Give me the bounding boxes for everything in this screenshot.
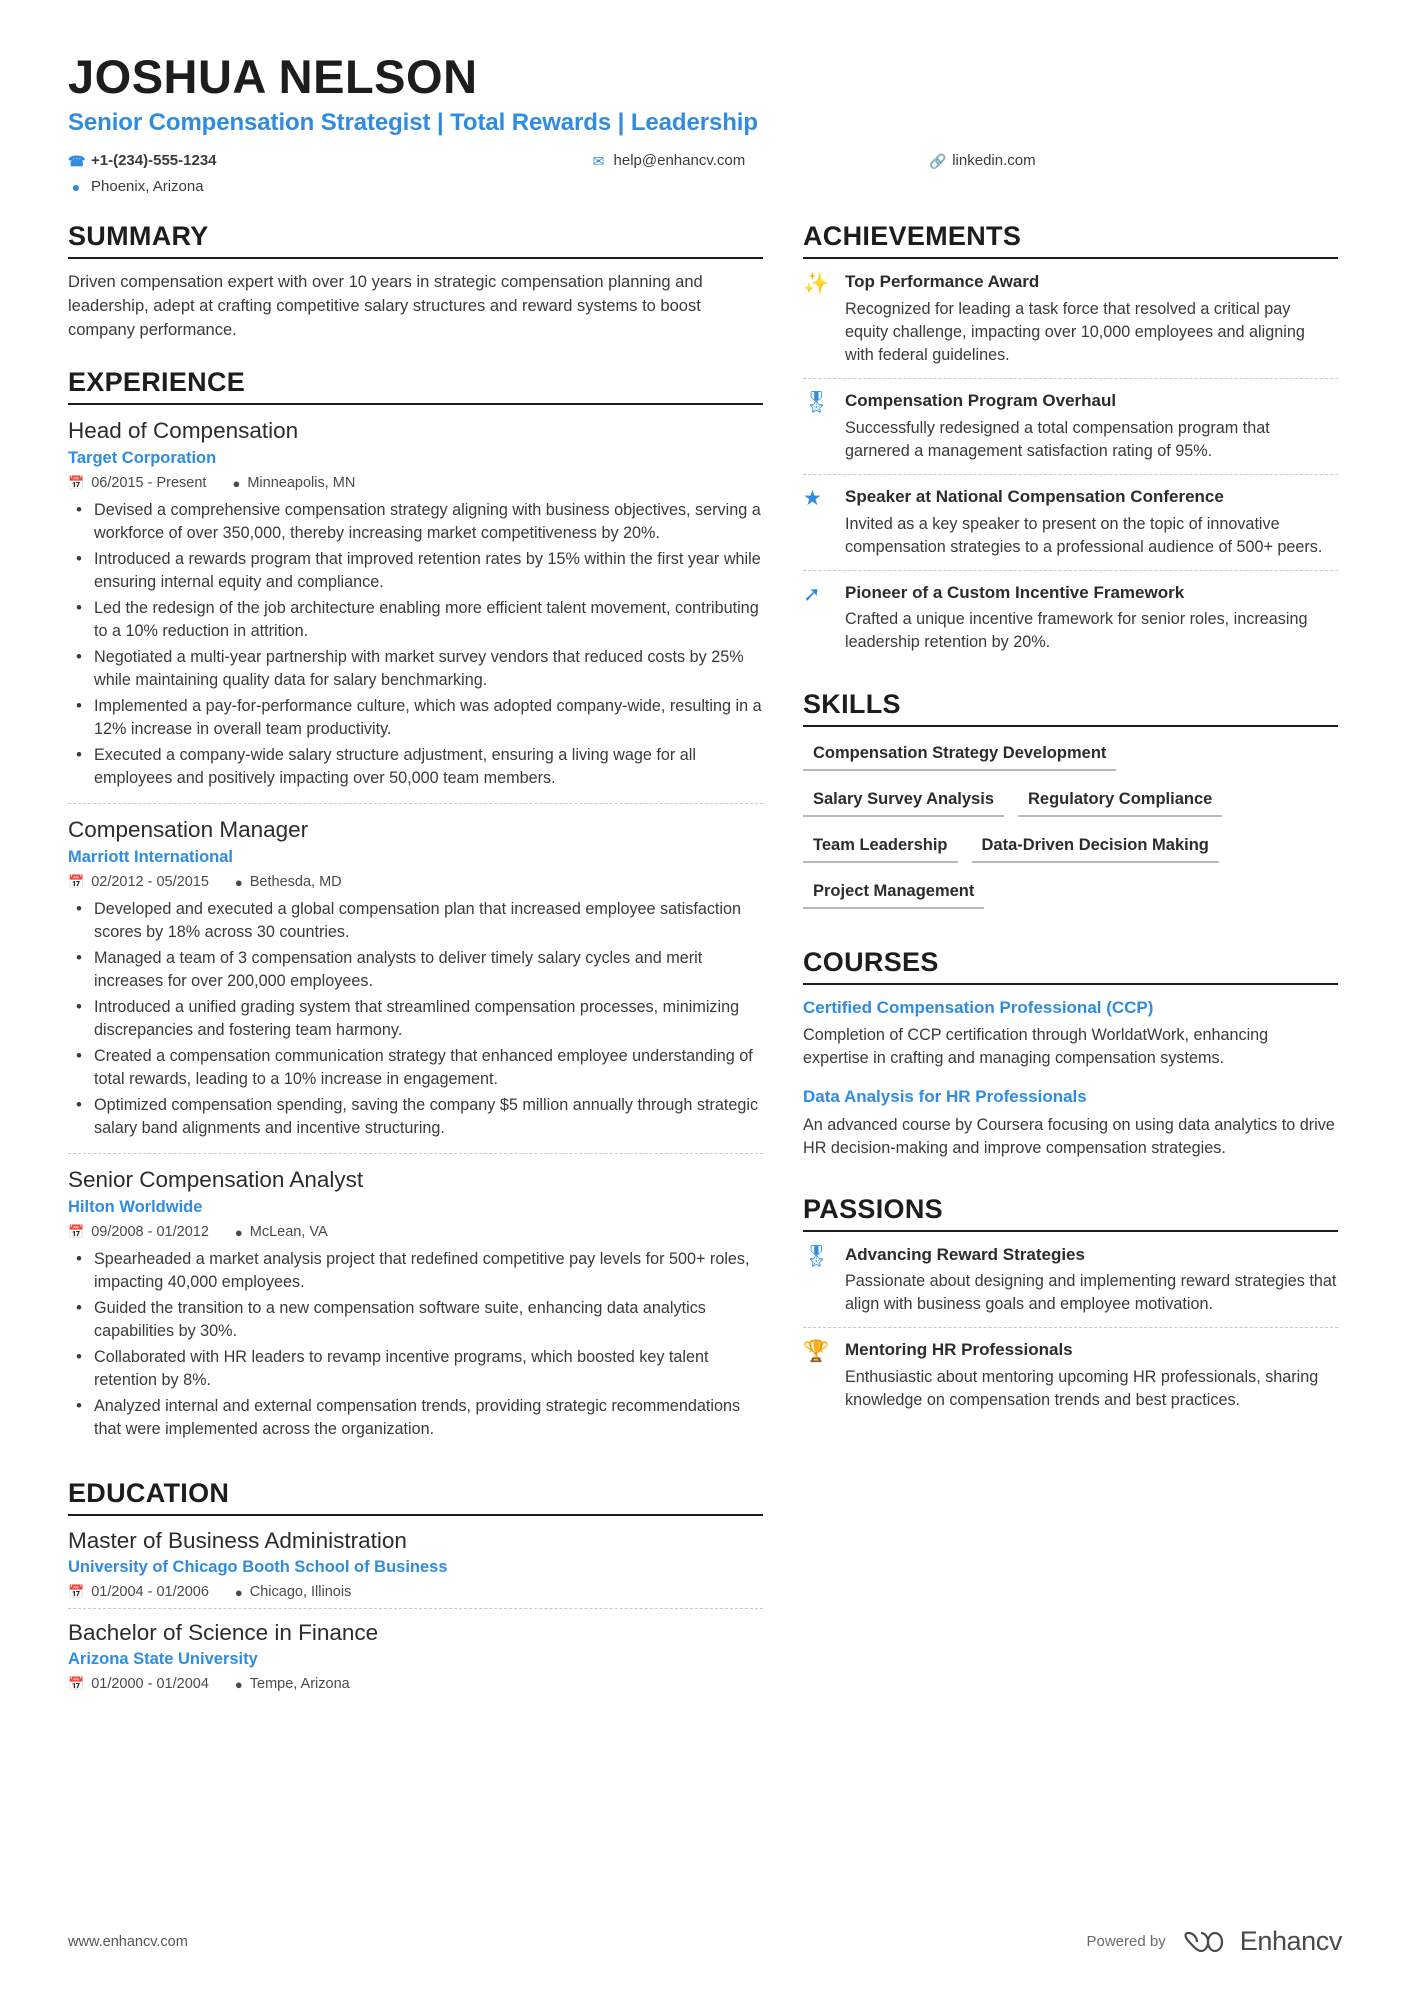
job-dates-value: 06/2015 - Present [91, 475, 207, 492]
summary-text: Driven compensation expert with over 10 years in strategic compensation planning and leadership, adept at crafting competitive salary structures and reward systems to boost company performance. [68, 273, 703, 340]
section-experience [68, 367, 763, 1454]
job-title: Compensation Manager [68, 817, 309, 843]
section-title-education: EDUCATION [68, 1478, 763, 1516]
passion-item [803, 1244, 1338, 1328]
education-item [68, 1528, 763, 1608]
job-dates [68, 874, 209, 890]
education-school: Arizona State University [68, 1650, 258, 1669]
professional-headline: Senior Compensation Strategist | Total Rewards | Leadership [68, 109, 758, 137]
job-company: Hilton Worldwide [68, 1198, 203, 1217]
contact-location [68, 175, 204, 199]
trophy-icon: 🏆 [803, 1340, 830, 1364]
skill-chip: Regulatory Compliance [1018, 785, 1222, 817]
achievement-desc: Recognized for leading a task force that resolved a critical pay equity challenge, impacting over 10,000 employees and aligning with federal guidelines. [845, 300, 1305, 365]
job-bullet: • Spearheaded a market analysis project that redefined competitive pay levels for 500+ roles, impacting 40,000 employees. [68, 1248, 763, 1294]
location-icon: ● [232, 475, 241, 491]
course-item [803, 997, 1338, 1080]
job-location [232, 475, 355, 491]
contact-row-secondary [68, 175, 1342, 199]
job-bullet: • Managed a team of 3 compensation analysts to deliver timely salary cycles and merit increases for over 200,000 employees. [68, 947, 763, 993]
course-item [803, 1080, 1338, 1169]
award-badge-icon: 🎖 [803, 1244, 830, 1268]
job-meta [68, 1224, 763, 1240]
resume-header [68, 52, 1342, 199]
skill-chip: Compensation Strategy Development [803, 739, 1116, 771]
email-icon: ✉ [592, 153, 605, 170]
job-bullets [68, 898, 763, 1140]
right-column [803, 221, 1338, 1447]
job-dates-value: 02/2012 - 05/2015 [91, 874, 209, 891]
achievement-desc: Crafted a unique incentive framework for senior roles, increasing leadership retention by 20%. [845, 610, 1308, 652]
contact-email[interactable] [591, 149, 746, 173]
job-bullet: • Devised a comprehensive compensation strategy aligning with business objectives, serving a workforce of over 350,000, thereby increasing market competitiveness by 20%. [68, 499, 763, 545]
contact-linkedin[interactable] [929, 149, 1035, 173]
skills-list [803, 739, 1338, 923]
achievement-title: Compensation Program Overhaul [845, 391, 1117, 411]
passion-desc: Passionate about designing and implementing reward strategies that align with business goals and employee motivation. [845, 1272, 1337, 1314]
contact-location-value: Phoenix, Arizona [91, 178, 204, 196]
course-desc: Completion of CCP certification through WorldatWork, enhancing expertise in crafting and managing compensation systems. [803, 1026, 1269, 1068]
section-achievements [803, 221, 1338, 665]
job-bullets [68, 499, 763, 790]
brand-name: Enhancv [1239, 1926, 1342, 1956]
section-education [68, 1478, 763, 1700]
section-title-achievements: ACHIEVEMENTS [803, 221, 1338, 259]
calendar-icon: 📅 [68, 1676, 85, 1692]
passion-title: Mentoring HR Professionals [845, 1340, 1073, 1360]
education-dates-value: 01/2004 - 01/2006 [91, 1584, 209, 1601]
skill-chip: Data-Driven Decision Making [972, 831, 1219, 863]
achievement-item [803, 271, 1338, 378]
job-bullet: • Optimized compensation spending, saving the company $5 million annually through strategic salary band alignments and incentive structuring. [68, 1094, 763, 1140]
experience-item [68, 1153, 763, 1454]
achievement-item [803, 474, 1338, 570]
job-bullet: • Guided the transition to a new compensation software suite, enhancing data analytics capabilities by 30%. [68, 1297, 763, 1343]
link-icon: 🔗 [929, 153, 947, 170]
calendar-icon: 📅 [68, 874, 85, 890]
job-dates [68, 475, 206, 491]
skill-chip: Project Management [803, 877, 984, 909]
calendar-icon: 📅 [68, 1224, 85, 1240]
enhancv-logo-icon [1184, 1929, 1230, 1955]
section-title-skills: SKILLS [803, 689, 1338, 727]
left-column [68, 221, 803, 1724]
phone-icon: ☎ [68, 153, 86, 170]
achievement-title: Pioneer of a Custom Incentive Framework [845, 582, 1185, 602]
education-meta [68, 1584, 763, 1600]
star-icon: ★ [803, 486, 822, 510]
passion-item [803, 1327, 1338, 1423]
job-location [235, 874, 342, 890]
section-title-summary: SUMMARY [68, 221, 763, 259]
passion-title: Advancing Reward Strategies [845, 1244, 1085, 1264]
achievement-item [803, 378, 1338, 474]
job-company: Marriott International [68, 848, 234, 867]
section-title-courses: COURSES [803, 947, 1338, 985]
education-degree: Bachelor of Science in Finance [68, 1620, 379, 1646]
achievement-item [803, 570, 1338, 666]
location-icon: ● [234, 1584, 243, 1600]
education-item [68, 1608, 763, 1700]
section-title-passions: PASSIONS [803, 1194, 1338, 1232]
section-passions [803, 1194, 1338, 1424]
location-icon: ● [234, 1224, 243, 1240]
education-school: University of Chicago Booth School of Business [68, 1558, 448, 1577]
education-meta [68, 1676, 763, 1692]
education-location [235, 1676, 350, 1692]
award-badge-icon: 🎖 [803, 391, 830, 415]
contact-phone [68, 149, 217, 173]
job-location-value: McLean, VA [249, 1224, 328, 1241]
education-location-value: Chicago, Illinois [249, 1584, 352, 1601]
education-dates-value: 01/2000 - 01/2004 [91, 1676, 209, 1693]
job-meta [68, 475, 763, 491]
education-dates [68, 1676, 209, 1692]
job-title: Head of Compensation [68, 418, 299, 444]
page-title: JOSHUA NELSON [68, 50, 478, 103]
footer-url[interactable]: www.enhancv.com [68, 1933, 188, 1950]
achievement-title: Top Performance Award [845, 272, 1040, 292]
magic-wand-icon: ✨ [803, 272, 830, 296]
job-company: Target Corporation [68, 449, 217, 468]
skill-chip: Team Leadership [803, 831, 958, 863]
achievement-desc: Invited as a key speaker to present on the topic of innovative compensation strategies to a professional audience of 500+ peers. [845, 514, 1323, 556]
section-skills [803, 689, 1338, 923]
job-bullet: • Introduced a rewards program that improved retention rates by 15% within the first year while ensuring internal equity and compliance. [68, 548, 763, 594]
section-courses [803, 947, 1338, 1169]
job-dates [68, 1224, 209, 1240]
section-title-experience: EXPERIENCE [68, 367, 763, 405]
job-bullet: • Analyzed internal and external compensation trends, providing strategic recommendations that were implemented across the organization. [68, 1395, 763, 1441]
education-location-value: Tempe, Arizona [249, 1676, 350, 1693]
job-bullets [68, 1248, 763, 1441]
location-icon: ● [234, 1676, 243, 1692]
job-bullet: • Negotiated a multi-year partnership with market survey vendors that reduced costs by 25% while maintaining quality data for salary benchmarking. [68, 646, 763, 692]
job-location [235, 1224, 328, 1240]
location-icon: ● [234, 874, 243, 890]
course-title: Data Analysis for HR Professionals [803, 1087, 1087, 1107]
job-bullet: • Executed a company-wide salary structure adjustment, ensuring a living wage for all employees and positively impacting over 50,000 team members. [68, 744, 763, 790]
section-summary [68, 221, 763, 343]
rocket-icon: ➚ [803, 582, 821, 606]
calendar-icon: 📅 [68, 475, 85, 491]
job-meta [68, 874, 763, 890]
contact-row-primary [68, 149, 1342, 173]
powered-by-label: Powered by [1086, 1933, 1166, 1950]
education-location [235, 1584, 351, 1600]
job-bullet: • Collaborated with HR leaders to revamp incentive programs, which boosted key talent retention by 8%. [68, 1346, 763, 1392]
job-bullet: • Developed and executed a global compensation plan that increased employee satisfaction scores by 18% across 30 countries. [68, 898, 763, 944]
education-degree: Master of Business Administration [68, 1528, 407, 1554]
job-bullet: • Created a compensation communication strategy that enhanced employee understanding of total rewards, leading to a 10% increase in engagement. [68, 1045, 763, 1091]
achievement-title: Speaker at National Compensation Conference [845, 486, 1224, 506]
course-desc: An advanced course by Coursera focusing on using data analytics to drive HR decision-making and improve compensation strategies. [803, 1115, 1335, 1157]
contact-linkedin-value: linkedin.com [952, 152, 1036, 170]
page-footer [68, 1926, 1342, 1957]
job-title: Senior Compensation Analyst [68, 1167, 364, 1193]
location-icon: ● [71, 179, 81, 196]
job-location-value: Bethesda, MD [249, 874, 342, 891]
experience-item [68, 803, 763, 1153]
contact-email-value: help@enhancv.com [613, 152, 746, 170]
education-dates [68, 1584, 209, 1600]
experience-item [68, 417, 763, 803]
contact-phone-value: +1-(234)-555-1234 [91, 152, 217, 170]
achievement-desc: Successfully redesigned a total compensation program that garnered a management satisfaction rating of 95%. [845, 418, 1270, 460]
skill-chip: Salary Survey Analysis [803, 785, 1004, 817]
job-bullet: • Implemented a pay-for-performance culture, which was adopted company-wide, resulting in a 12% increase in overall team productivity. [68, 695, 763, 741]
passion-desc: Enthusiastic about mentoring upcoming HR professionals, sharing knowledge on compensation trends and best practices. [845, 1368, 1319, 1410]
job-location-value: Minneapolis, MN [247, 475, 356, 492]
job-bullet: • Introduced a unified grading system that streamlined compensation processes, minimizing discrepancies and fostering team harmony. [68, 996, 763, 1042]
job-bullet: • Led the redesign of the job architecture enabling more efficient talent movement, contributing to a 10% reduction in attrition. [68, 597, 763, 643]
resume-body [68, 221, 1342, 1724]
job-dates-value: 09/2008 - 01/2012 [91, 1224, 209, 1241]
calendar-icon: 📅 [68, 1584, 85, 1600]
course-title: Certified Compensation Professional (CCP) [803, 998, 1154, 1018]
